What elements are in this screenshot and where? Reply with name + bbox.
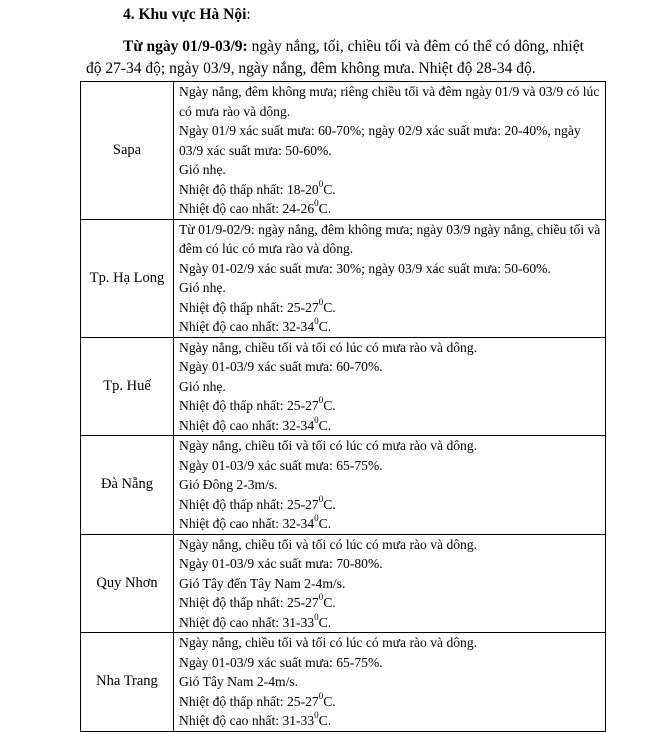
min-temperature xyxy=(179,495,601,515)
max-temperature xyxy=(179,199,601,219)
min-temperature-label: Nhiệt độ thấp nhất: xyxy=(179,299,287,315)
forecast-line: Ngày nắng, chiều tối và tối có lúc có mưa rào và dông. xyxy=(179,438,478,453)
forecast-description xyxy=(174,436,606,535)
forecast-line: Ngày 01/9 xác suất mưa: 60-70%; ngày 02/9 xác suất mưa: 20-40%, ngày 03/9 xác suất mưa: 50-60%. xyxy=(179,123,581,158)
table-row xyxy=(81,436,606,535)
forecast-table xyxy=(80,81,606,732)
forecast-line: Ngày 01-03/9 xác suất mưa: 70-80%. xyxy=(179,556,383,571)
min-temperature xyxy=(179,396,601,416)
min-temperature-label: Nhiệt độ thấp nhất: xyxy=(179,496,287,512)
forecast-description xyxy=(174,219,606,337)
min-temperature-value: 25-27 xyxy=(286,496,319,512)
degree-mark: 0 xyxy=(314,513,319,524)
table-row xyxy=(81,534,606,633)
forecast-description xyxy=(174,337,606,436)
min-temperature xyxy=(179,298,601,318)
city-name: Quy Nhơn xyxy=(81,534,174,633)
forecast-line: Ngày nắng, đêm không mưa; riêng chiều tối và đêm ngày 01/9 và 03/9 có lúc có mưa rào và dông. xyxy=(179,84,600,119)
degree-mark: 0 xyxy=(314,414,319,425)
forecast-line: Gió nhẹ. xyxy=(179,162,226,177)
max-temperature-value: 31-33 xyxy=(282,713,315,728)
min-temperature-label: Nhiệt độ thấp nhất: xyxy=(179,693,287,709)
forecast-line: Gió Đông 2-3m/s. xyxy=(179,477,278,492)
min-temperature-value: 18-20 xyxy=(286,181,319,197)
min-temperature-label: Nhiệt độ thấp nhất: xyxy=(179,595,287,610)
max-temperature-value: 32-34 xyxy=(282,516,315,531)
table-row xyxy=(81,82,606,220)
forecast-line: Ngày 01-03/9 xác suất mưa: 60-70%. xyxy=(179,359,383,374)
degree-mark: 0 xyxy=(318,592,324,603)
max-temperature-value: 24-26 xyxy=(282,201,315,216)
forecast-line: Gió Tây đến Tây Nam 2-4m/s. xyxy=(179,575,346,591)
temperature-unit: C. xyxy=(323,181,336,197)
forecast-line: Ngày 01-02/9 xác suất mưa: 30%; ngày 03/9 xác suất mưa: 50-60%. xyxy=(179,260,551,276)
min-temperature-label: Nhiệt độ thấp nhất: xyxy=(179,181,287,197)
table-row xyxy=(81,337,606,436)
min-temperature xyxy=(179,593,601,613)
min-temperature-value: 25-27 xyxy=(286,398,319,413)
max-temperature-label: Nhiệt độ cao nhất: xyxy=(179,713,283,728)
forecast-line: Ngày nắng, chiều tối và tối có lúc có mưa rào và dông. xyxy=(179,635,478,650)
section-heading xyxy=(123,4,251,26)
temperature-unit: C. xyxy=(318,614,332,630)
min-temperature-label: Nhiệt độ thấp nhất: xyxy=(179,398,287,413)
temperature-unit: C. xyxy=(318,319,332,334)
temperature-unit: C. xyxy=(323,299,336,315)
city-name: Tp. Huế xyxy=(81,337,174,436)
degree-mark: 0 xyxy=(318,395,324,406)
temperature-unit: C. xyxy=(318,417,332,433)
max-temperature xyxy=(179,514,601,534)
forecast-line: Ngày nắng, chiều tối và tối có lúc có mưa rào và dông. xyxy=(179,536,478,552)
forecast-description xyxy=(174,82,606,220)
city-name: Đà Nẵng xyxy=(81,436,174,535)
degree-mark: 0 xyxy=(318,493,324,504)
min-temperature-value: 25-27 xyxy=(286,693,319,709)
max-temperature-value: 32-34 xyxy=(282,417,315,433)
temperature-unit: C. xyxy=(323,693,336,709)
forecast-description xyxy=(174,633,606,732)
forecast-line: Ngày nắng, chiều tối và tối có lúc có mưa rào và dông. xyxy=(179,339,478,355)
degree-mark: 0 xyxy=(314,198,319,209)
city-name: Nha Trang xyxy=(81,633,174,732)
max-temperature xyxy=(179,317,601,337)
degree-mark: 0 xyxy=(318,690,324,701)
degree-mark: 0 xyxy=(314,316,319,327)
max-temperature xyxy=(179,613,601,633)
forecast-description xyxy=(174,534,606,633)
intro-paragraph xyxy=(86,36,594,80)
table-row xyxy=(81,633,606,732)
max-temperature-label: Nhiệt độ cao nhất: xyxy=(179,417,283,433)
degree-mark: 0 xyxy=(318,296,324,307)
min-temperature xyxy=(179,692,601,712)
temperature-unit: C. xyxy=(318,201,332,216)
max-temperature-value: 31-33 xyxy=(282,614,315,630)
temperature-unit: C. xyxy=(323,496,336,512)
max-temperature xyxy=(179,416,601,436)
section-title: Khu vực Hà Nội xyxy=(138,6,247,23)
max-temperature-value: 32-34 xyxy=(282,319,315,334)
table-row xyxy=(81,219,606,337)
min-temperature-value: 25-27 xyxy=(286,595,319,610)
max-temperature xyxy=(179,711,601,731)
max-temperature-label: Nhiệt độ cao nhất: xyxy=(179,201,283,216)
degree-mark: 0 xyxy=(314,710,319,721)
max-temperature-label: Nhiệt độ cao nhất: xyxy=(179,516,283,531)
forecast-line: Ngày 01-03/9 xác suất mưa: 65-75%. xyxy=(179,457,383,473)
forecast-line: Gió Tây Nam 2-4m/s. xyxy=(179,674,299,689)
section-colon: : xyxy=(246,6,251,23)
max-temperature-label: Nhiệt độ cao nhất: xyxy=(179,614,283,630)
degree-mark: 0 xyxy=(318,178,324,189)
intro-date-range: Từ ngày 01/9-03/9: xyxy=(123,38,248,55)
intro-text: ngày nắng, tối, chiều tối và đêm có thể có dông, nhiệt độ 27-34 độ; ngày 03/9, ngày nắng, đêm không mưa. Nhiệt độ 28-34 độ. xyxy=(86,38,584,77)
temperature-unit: C. xyxy=(318,713,332,728)
city-name: Tp. Hạ Long xyxy=(81,219,174,337)
forecast-line: Từ 01/9-02/9: ngày nắng, đêm không mưa; ngày 03/9 ngày nắng, chiều tối và đêm có lúc có mưa rào và dông. xyxy=(179,221,601,256)
temperature-unit: C. xyxy=(323,398,336,413)
min-temperature xyxy=(179,180,601,200)
forecast-line: Gió nhẹ. xyxy=(179,280,226,295)
forecast-line: Gió nhẹ. xyxy=(179,378,226,394)
degree-mark: 0 xyxy=(314,611,319,622)
section-number: 4. xyxy=(123,6,135,23)
min-temperature-value: 25-27 xyxy=(286,299,319,315)
max-temperature-label: Nhiệt độ cao nhất: xyxy=(179,319,283,334)
city-name: Sapa xyxy=(81,82,174,220)
forecast-line: Ngày 01-03/9 xác suất mưa: 65-75%. xyxy=(179,654,383,670)
temperature-unit: C. xyxy=(318,516,332,531)
temperature-unit: C. xyxy=(323,595,336,610)
